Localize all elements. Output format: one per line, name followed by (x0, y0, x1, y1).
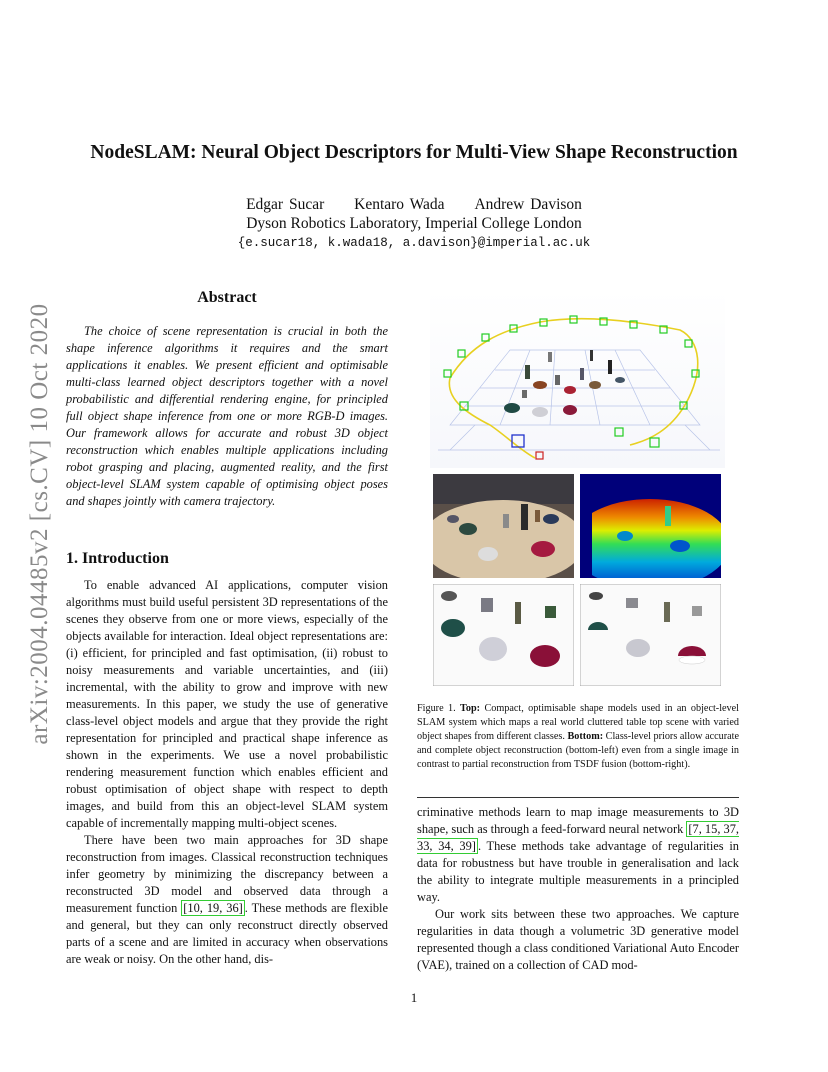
caption-divider (417, 797, 739, 798)
caption-bottom-label: Bottom: (567, 731, 604, 742)
abstract-text: The choice of scene representation is crucial in both the shape inference algorithms it requires and the smart applications it enables. We present efficient and optimisable multi-class learned object descriptors together with a novel probabilistic and differential rendering engine, for principled full object shape inference from one or more RGB-D images. Our framework allows for accurate and robust 3D object reconstruction which enables multiple applications including robot grasping and placing, augmented reality, and the first object-level SLAM system capable of optimising object poses and shapes jointly with camera trajectory. (66, 324, 388, 508)
author-3: Andrew Davison (474, 196, 582, 213)
author-emails: {e.sucar18, k.wada18, a.davison}@imperial.ac.uk (237, 236, 591, 250)
left-column-body (66, 577, 388, 968)
caption-top-label: Top: (460, 703, 481, 714)
right-p1-text-b: . These methods take advantage of regularities in data for robustness but have trouble in generalisation and lack the ability to integrate multiple measurements in a principled way. (417, 839, 739, 904)
paper-title: NodeSLAM: Neural Object Descriptors for Multi-View Shape Reconstruction (90, 142, 738, 163)
author-2: Kentaro Wada (354, 196, 445, 213)
figure-rgb-image (433, 474, 574, 578)
right-column-body (417, 804, 739, 974)
intro-p2-text-b: . These methods are flexible and general, but they can only reconstruct directly observed parts of a scene and are limited in accuracy when observations are weak or noisy. On the other hand, dis- (66, 901, 388, 966)
figure-object-reconstruction (433, 584, 574, 686)
citation-link[interactable]: [10, 19, 36] (183, 901, 243, 915)
affiliation: Dyson Robotics Laboratory, Imperial College London (246, 215, 582, 232)
section-heading-introduction: 1. Introduction (66, 550, 169, 567)
intro-paragraph-1: To enable advanced AI applications, computer vision algorithms must build useful persistent 3D representations of the scenes they observe from one or more views, especially of the objects available for interaction. Ideal object representations are: (i) efficient, for principled and fast optimisation, (ii) robust to noisy measurements and variable uncertainties, and (iii) incremental, with the ability to grow and improve with new measurements. In this paper, we study the use of generative class-level object models and argue that they provide the right representation for principled and practical shape inference as shown in the experiments. We use a novel probabilistic rendering measurement function which enables efficient and robust optimisation of object shape with respect to depth images, and build from this an object-level SLAM system capable of incrementally mapping multi-object scenes. (66, 578, 388, 830)
right-paragraph-2: Our work sits between these two approaches. We capture regularities in data though a volumetric 3D generative model represented though a class conditioned Variational Auto Encoder (VAE), trained on a collection of CAD mod- (417, 907, 739, 972)
caption-bottom-text: Class-level priors allow accurate and complete object reconstruction (bottom-left) even from a single image in contrast to partial reconstruction from TSDF fusion (bottom-right). (417, 731, 740, 770)
caption-top-text: Compact, optimisable shape models used in an object-level SLAM system which maps a real world cluttered table top scene with varied object shapes from different classes. (417, 703, 739, 742)
author-list (0, 196, 828, 214)
citation-link[interactable]: [7, 15, 37, 33, 34, 39] (417, 822, 739, 853)
intro-p2-text-a: There have been two main approaches for 3D shape reconstruction from images. Classical reconstruction techniques infer geometry by minimizing the discrepancy between a reconstructed 3D model and observed data through a measurement function (66, 833, 388, 915)
right-paragraph-1 (417, 804, 739, 906)
caption-label: Figure 1. (417, 703, 456, 714)
abstract-heading: Abstract (197, 289, 257, 306)
figure-slam-trajectory (430, 290, 725, 468)
author-1: Edgar Sucar (246, 196, 325, 213)
figure-caption (417, 702, 739, 772)
page-number: 1 (410, 990, 418, 1005)
figure-tsdf-reconstruction (580, 584, 721, 686)
intro-paragraph-2 (66, 832, 388, 968)
figure-depth-image (580, 474, 721, 578)
right-p1-text-a: criminative methods learn to map image measurements to 3D shape, such as through a feed-forward neural network (417, 805, 739, 836)
arxiv-stamp: arXiv:2004.04485v2 [cs.CV] 10 Oct 2020 (26, 303, 53, 745)
